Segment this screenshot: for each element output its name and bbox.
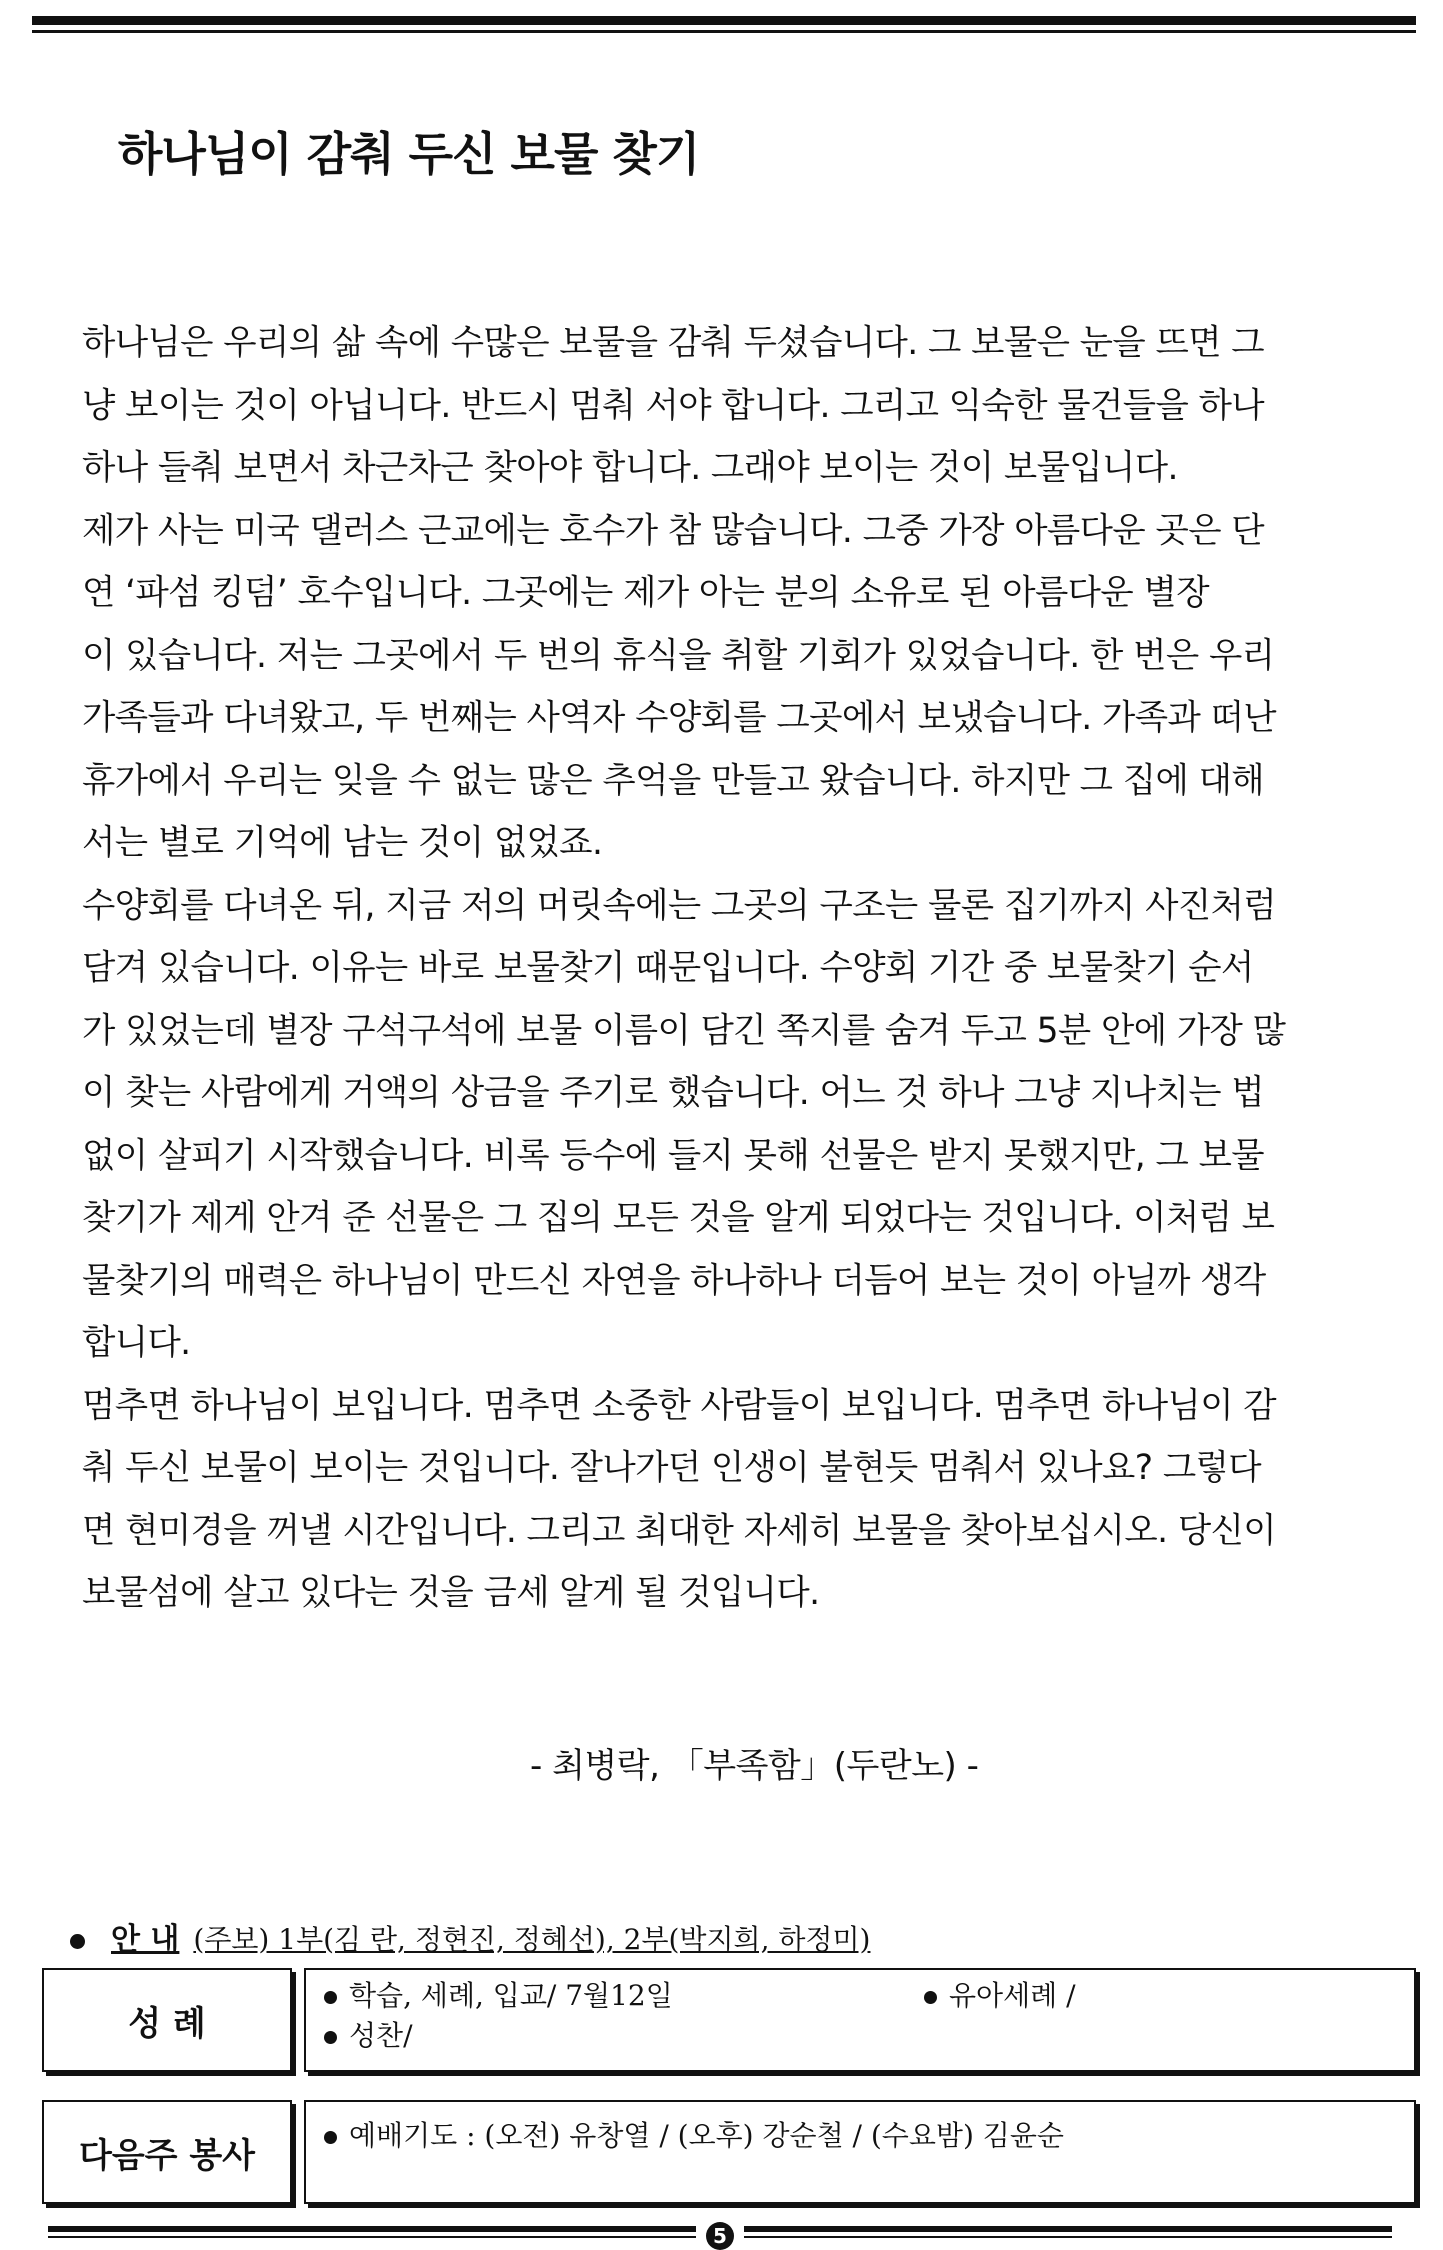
- body-line: 이 찾는 사람에게 거액의 상금을 주기로 했습니다. 어느 것 하나 그냥 지나치는 법: [82, 1073, 1265, 1113]
- sacraments-item-3: 성찬/: [349, 2019, 413, 2052]
- body-line: 물찾기의 매력은 하나님이 만드신 자연을 하나하나 더듬어 보는 것이 아닐까 생각: [82, 1260, 1266, 1301]
- body-line: 수양회를 다녀온 뒤, 지금 저의 머릿속에는 그곳의 구조는 물론 집기까지 사진처럼: [82, 885, 1277, 926]
- next-week-row: [324, 2116, 1396, 2156]
- top-rule-thin: [32, 30, 1416, 33]
- bullet-icon: [324, 2131, 337, 2144]
- body-line: 찾기가 제게 안겨 준 선물은 그 집의 모든 것을 알게 되었다는 것입니다. 이처럼 보: [82, 1198, 1275, 1238]
- bullet-icon: [70, 1934, 85, 1949]
- article-body: [82, 312, 1382, 1625]
- body-line: 이 있습니다. 저는 그곳에서 두 번의 휴식을 취할 기회가 있었습니다. 한 번은 우리: [82, 635, 1275, 676]
- body-line: 휴가에서 우리는 잊을 수 없는 많은 추억을 만들고 왔습니다. 하지만 그 집에 대해: [82, 760, 1265, 801]
- source-citation: - 최병락, 「부족함」(두란노) -: [530, 1746, 979, 1786]
- top-double-rule: [32, 16, 1416, 36]
- body-line: 멈추면 하나님이 보입니다. 멈추면 소중한 사람들이 보입니다. 멈추면 하나님이 감: [82, 1385, 1277, 1426]
- body-line: 연 ‘파섬 킹덤’ 호수입니다. 그곳에는 제가 아는 분의 소유로 된 아름다운 별장: [82, 573, 1209, 613]
- next-week-item: 예배기도 : (오전) 유창열 / (오후) 강순철 / (수요밤) 김윤순: [349, 2119, 1064, 2152]
- body-line: 가 있었는데 별장 구석구석에 보물 이름이 담긴 쪽지를 숨겨 두고 5분 안에 가장 많: [82, 1010, 1286, 1051]
- body-line: 가족들과 다녀왔고, 두 번째는 사역자 수양회를 그곳에서 보냈습니다. 가족과 떠난: [82, 698, 1277, 738]
- body-line: 없이 살피기 시작했습니다. 비록 등수에 들지 못해 선물은 받지 못했지만, 그 보물: [82, 1135, 1265, 1176]
- bottom-rule-right-thick: [744, 2226, 1392, 2232]
- body-line: 냥 보이는 것이 아닙니다. 반드시 멈춰 서야 합니다. 그리고 익숙한 물건들을 하나: [82, 385, 1265, 426]
- body-line: 담겨 있습니다. 이유는 바로 보물찾기 때문입니다. 수양회 기간 중 보물찾기 순서: [82, 948, 1254, 988]
- sacraments-row-1: [324, 1976, 1396, 2016]
- next-week-content-box: [304, 2100, 1416, 2204]
- sacraments-item-2-wrap: [924, 1976, 1076, 2016]
- bullet-icon: [324, 1991, 337, 2004]
- body-line: 춰 두신 보물이 보이는 것입니다. 잘나가던 인생이 불현듯 멈춰서 있나요? 그렇다: [82, 1448, 1262, 1488]
- bullet-icon: [924, 1991, 937, 2004]
- next-week-label-box: [42, 2100, 292, 2204]
- sacraments-item-2: 유아세례 /: [949, 1979, 1076, 2012]
- bullet-icon: [324, 2031, 337, 2044]
- sacraments-label-box: [42, 1968, 292, 2072]
- bottom-rule-left-thin: [48, 2236, 696, 2238]
- page-title: 하나님이 감춰 두신 보물 찾기: [118, 127, 700, 181]
- body-line: 서는 별로 기억에 남는 것이 없었죠.: [82, 823, 603, 863]
- bottom-rule: [48, 2222, 1392, 2248]
- sacraments-content-box: [304, 1968, 1416, 2072]
- body-line: 합니다.: [82, 1323, 191, 1363]
- top-rule-thick: [32, 16, 1416, 25]
- sacraments-label: 성 례: [128, 2003, 206, 2044]
- body-line: 하나님은 우리의 삶 속에 수많은 보물을 감춰 두셨습니다. 그 보물은 눈을 뜨면 그: [82, 323, 1265, 363]
- body-line: 면 현미경을 꺼낼 시간입니다. 그리고 최대한 자세히 보물을 찾아보십시오. 당신이: [82, 1510, 1277, 1551]
- notice-label: 안 내: [111, 1922, 180, 1957]
- bottom-rule-right-thin: [744, 2236, 1392, 2238]
- next-week-label: 다음주 봉사: [78, 2135, 256, 2176]
- page-number: 5: [706, 2222, 734, 2250]
- notice-line: [70, 1914, 870, 1958]
- sacraments-row-2: [324, 2016, 1396, 2056]
- bottom-rule-left-thick: [48, 2226, 696, 2232]
- body-line: 제가 사는 미국 댈러스 근교에는 호수가 참 많습니다. 그중 가장 아름다운 곳은 단: [82, 510, 1265, 551]
- body-line: 하나 들춰 보면서 차근차근 찾아야 합니다. 그래야 보이는 것이 보물입니다.: [82, 448, 1178, 488]
- body-line: 보물섬에 살고 있다는 것을 금세 알게 될 것입니다.: [82, 1573, 820, 1613]
- sacraments-item-1: 학습, 세례, 입교/ 7월12일: [349, 1979, 673, 2012]
- notice-detail: (주보) 1부(김 란, 정현진, 정혜선), 2부(박지희, 하정미): [193, 1923, 871, 1956]
